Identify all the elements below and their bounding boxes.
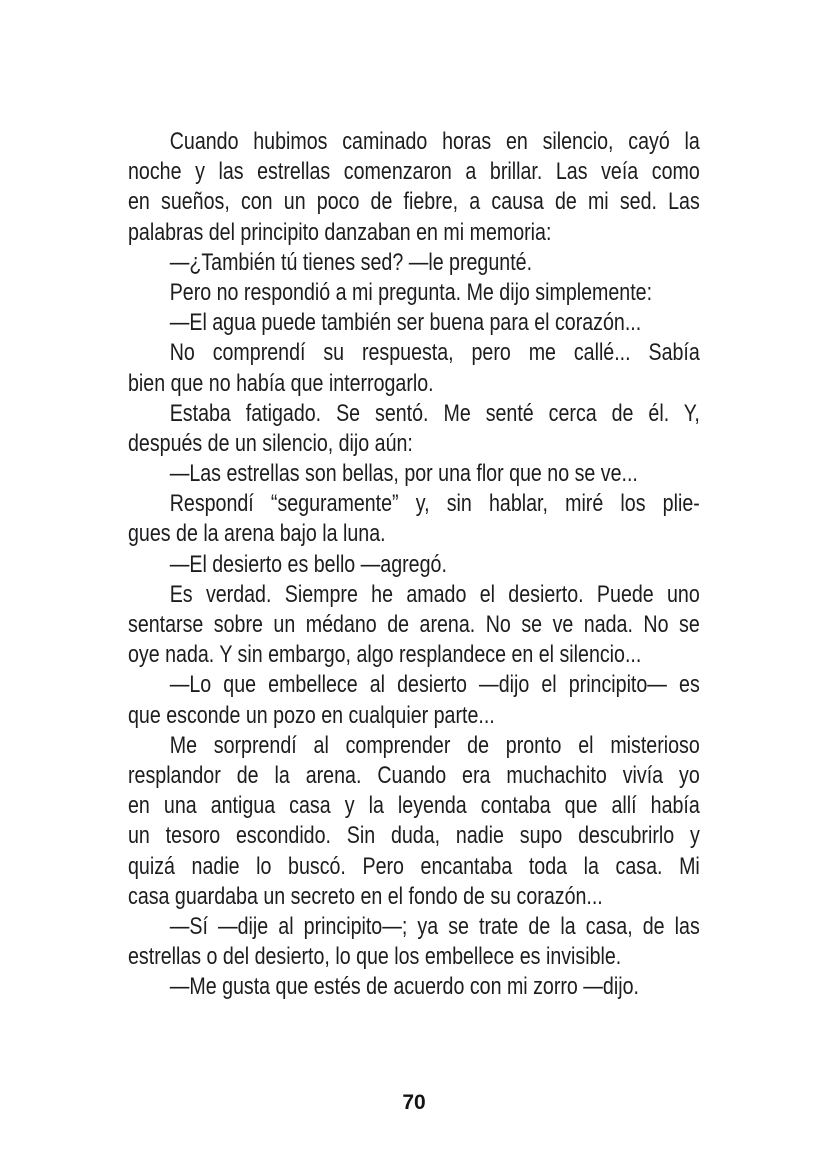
text-line: casa guardaba un secreto en el fondo de su corazón...	[128, 882, 603, 910]
text-line: Cuando hubimos caminado horas en silencio, cayó la	[169, 128, 700, 155]
text-line: Me sorprendí al comprender de pronto el misterioso	[169, 731, 700, 759]
text-line: que esconde un pozo en cualquier parte...	[128, 701, 495, 729]
text-line: después de un silencio, dijo aún:	[128, 429, 413, 457]
text-line: —Lo que embellece al desierto —dijo el principito— es	[169, 671, 700, 699]
text-line: resplandor de la arena. Cuando era muchachito vivía yo	[128, 761, 700, 789]
text-line: Respondí “seguramente” y, sin hablar, miré los plie-	[169, 490, 700, 518]
page-number: 70	[402, 1091, 426, 1114]
text-line: —Sí —dije al principito—; ya se trate de la casa, de las	[169, 912, 700, 940]
text-line: un tesoro escondido. Sin duda, nadie supo descubrirlo y	[128, 822, 700, 850]
text-line: —¿También tú tienes sed? —le pregunté.	[169, 248, 533, 276]
text-line: noche y las estrellas comenzaron a brillar. Las veía como	[128, 158, 700, 186]
text-line: estrellas o del desierto, lo que los embellece es invisible.	[128, 943, 622, 971]
text-line: Pero no respondió a mi pregunta. Me dijo simplemente:	[169, 278, 653, 306]
text-line: en sueños, con un poco de fiebre, a causa de mi sed. Las	[128, 188, 700, 216]
text-line: —Las estrellas son bellas, por una flor que no se ve...	[169, 460, 638, 488]
text-line: —El desierto es bello —agregó.	[169, 550, 447, 578]
page-text	[128, 127, 700, 1002]
text-line: —Me gusta que estés de acuerdo con mi zorro —dijo.	[169, 973, 639, 1001]
text-line: Estaba fatigado. Se sentó. Me senté cerca de él. Y,	[169, 399, 700, 427]
text-line: palabras del principito danzaban en mi memoria:	[128, 218, 552, 246]
text-line: sentarse sobre un médano de arena. No se ve nada. No se	[128, 611, 700, 638]
text-line: Es verdad. Siempre he amado el desierto. Puede uno	[169, 580, 700, 608]
text-line: en una antigua casa y la leyenda contaba que allí había	[128, 792, 700, 820]
text-line: quizá nadie lo buscó. Pero encantaba toda la casa. Mi	[128, 852, 700, 880]
text-line: No comprendí su respuesta, pero me callé... Sabía	[169, 339, 700, 367]
text-line: gues de la arena bajo la luna.	[128, 520, 386, 548]
text-line: bien que no había que interrogarlo.	[128, 369, 434, 397]
text-line: oye nada. Y sin embargo, algo resplandece en el silencio...	[128, 641, 642, 669]
text-line: —El agua puede también ser buena para el corazón...	[169, 309, 642, 337]
